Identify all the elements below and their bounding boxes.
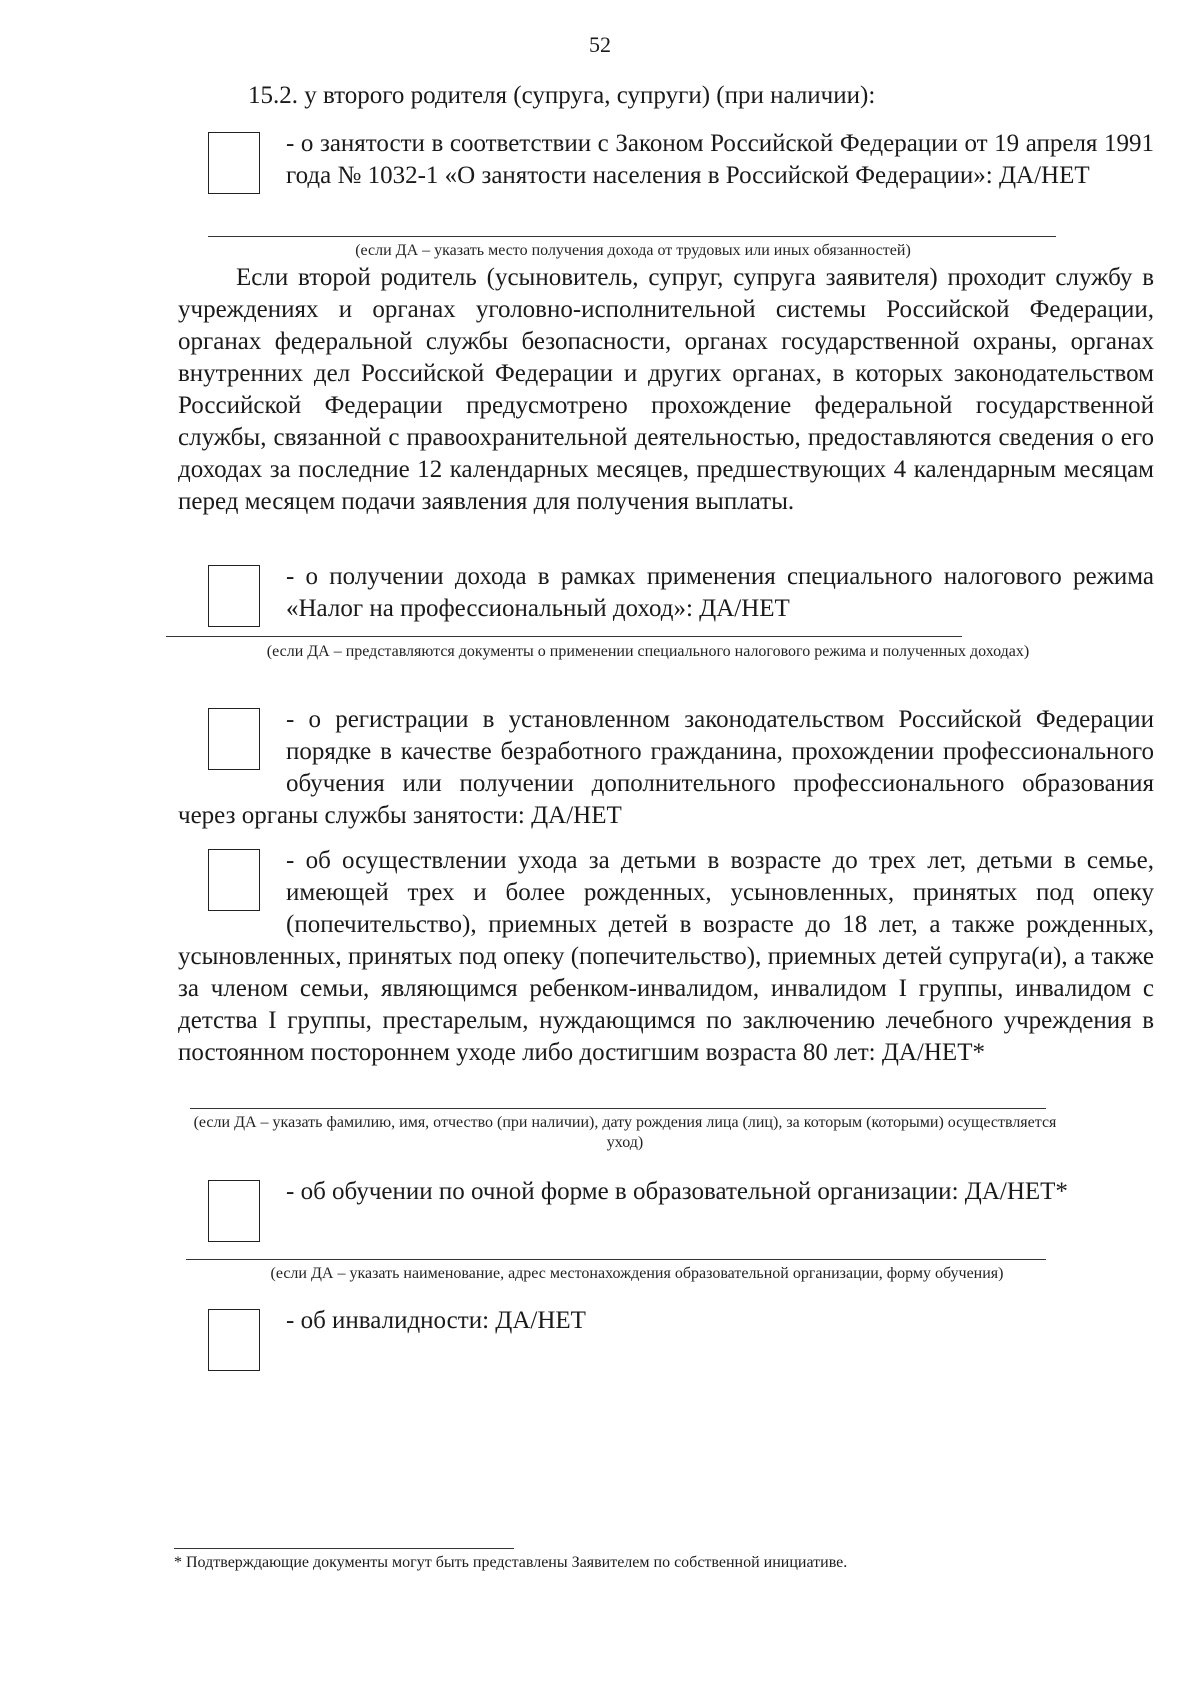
care-hint: (если ДА – указать фамилию, имя, отчество (при наличии), дату рождения лица (лиц), за которым (которыми) осуществляется уход) (193, 1114, 1057, 1151)
education-checkbox[interactable] (208, 1180, 260, 1242)
item-professional-income (178, 561, 1154, 631)
education-fill-line[interactable] (186, 1259, 1046, 1260)
disability-checkbox[interactable] (208, 1309, 260, 1371)
employment-hint: (если ДА – указать место получения дохода от трудовых или иных обязанностей) (355, 242, 911, 259)
item-employment-text: - о занятости в соответствии с Законом Российской Федерации от 19 апреля 1991 года № 1032-1 «О занятости населения в Российской Федерации»: ДА/НЕТ (286, 130, 1154, 189)
section-heading: 15.2. у второго родителя (супруга, супруги) (при наличии): (248, 82, 876, 109)
employment-fill-line[interactable] (208, 236, 1056, 237)
education-hint: (если ДА – указать наименование, адрес местонахождения образовательной организации, форму обучения) (270, 1265, 1004, 1282)
employment-checkbox[interactable] (208, 132, 260, 194)
professional-income-checkbox[interactable] (208, 565, 260, 627)
item-care-text: - об осуществлении ухода за детьми в возрасте до трех лет, детьми в семье, имеющей трех и более рожденных, усыновленных, принятых под опеку (попечительство), приемных детей в возрасте до 18 лет, а также рожденных, усыновленных, принятых под опеку (попечительство), приемных детей супруга(и), а также за членом семьи, являющимся ребенком-инвалидом, инвалидом I группы, инвалидом с детства I группы, престарелым, нуждающимся по заключению лечебного учреждения в постоянном постороннем уходе либо достигшим возраста 80 лет: ДА/НЕТ* (178, 847, 1154, 1066)
care-fill-line[interactable] (190, 1108, 1046, 1109)
item-education-text: - об обучении по очной форме в образовательной организации: ДА/НЕТ* (286, 1178, 1068, 1205)
item-unemployment (178, 704, 1154, 832)
item-care (178, 845, 1154, 1069)
professional-income-fill-line[interactable] (166, 636, 962, 637)
item-unemployment-text: - о регистрации в установленном законодательством Российской Федерации порядке в качестве безработного гражданина, прохождении профессионального обучения или получении дополнительного профессионального образования через органы службы занятости: ДА/НЕТ (178, 706, 1154, 829)
footnote-rule (174, 1548, 514, 1549)
item-disability-text: - об инвалидности: ДА/НЕТ (286, 1307, 586, 1334)
unemployment-checkbox[interactable] (208, 708, 260, 770)
care-checkbox[interactable] (208, 849, 260, 911)
item-professional-income-text: - о получении дохода в рамках применения специального налогового режима «Налог на профессиональный доход»: ДА/НЕТ (286, 563, 1154, 622)
item-disability (178, 1305, 1154, 1375)
page-number: 52 (589, 32, 611, 57)
professional-income-hint: (если ДА – представляются документы о применении специального налогового режима и полученных доходах) (266, 643, 1030, 660)
footnote: * Подтверждающие документы могут быть представлены Заявителем по собственной инициативе. (174, 1554, 848, 1571)
item-education (178, 1176, 1154, 1246)
service-paragraph: Если второй родитель (усыновитель, супруг, супруга заявителя) проходит службу в учреждениях и органах уголовно-исполнительной системы Российской Федерации, органах федеральной службы безопасности, органах государственной охраны, органах внутренних дел Российской Федерации и других органах, в которых законодательством Российской Федерации предусмотрено прохождение федеральной государственной службы, связанной с правоохранительной деятельностью, предоставляются сведения о его доходах за последние 12 календарных месяцев, предшествующих 4 календарным месяцам перед месяцем подачи заявления для получения выплаты. (178, 264, 1154, 515)
item-employment (178, 128, 1154, 198)
